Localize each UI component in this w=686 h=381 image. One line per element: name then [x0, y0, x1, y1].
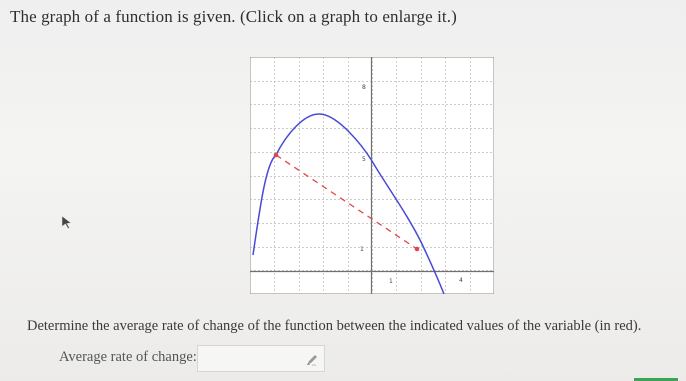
secant-point-left	[274, 153, 279, 158]
y-tick-label-8: 8	[362, 84, 366, 91]
answer-field[interactable]	[197, 345, 325, 372]
x-tick-label-4: 4	[459, 277, 463, 284]
x-tick-label-1: 1	[389, 278, 393, 285]
instruction-text: Determine the average rate of change of the function between the indicated values of the variable (in red).	[27, 318, 642, 334]
question-title: The graph of a function is given. (Click on a graph to enlarge it.)	[10, 7, 457, 26]
secant-point-right	[415, 247, 420, 252]
graph-svg	[250, 57, 494, 294]
y-tick-label-1: 1	[360, 246, 364, 253]
pencil-icon[interactable]	[305, 353, 319, 367]
answer-label: Average rate of change:	[59, 349, 197, 365]
mouse-pointer-icon	[61, 215, 73, 234]
function-graph[interactable]	[250, 57, 494, 294]
y-tick-label-5: 5	[362, 156, 366, 163]
